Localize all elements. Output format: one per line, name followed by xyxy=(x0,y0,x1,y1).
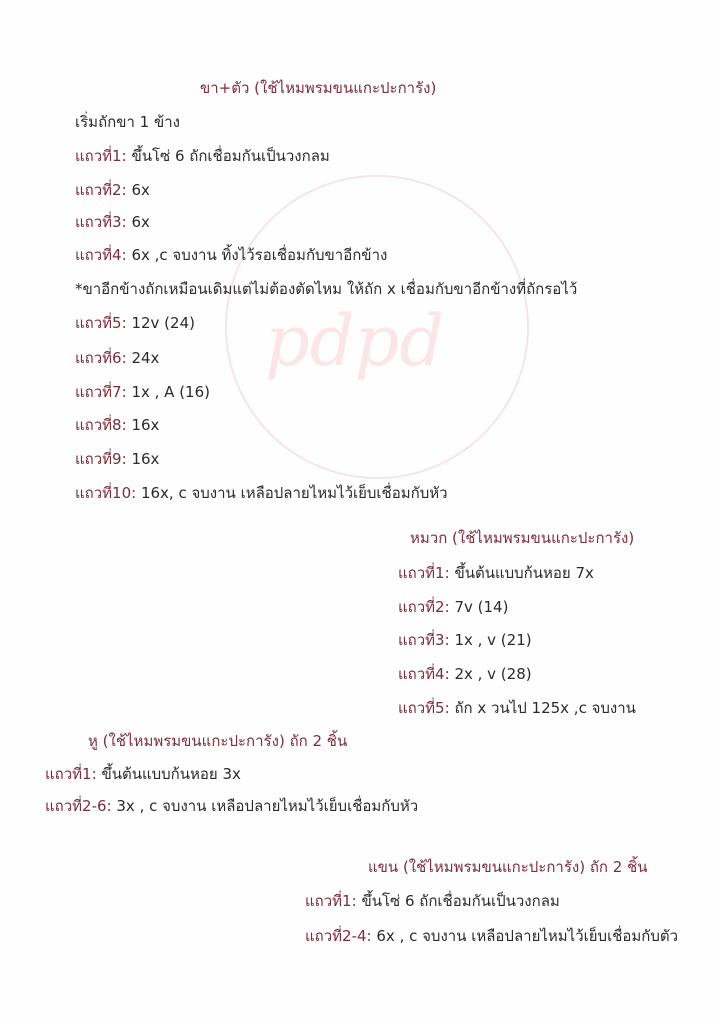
row-instruction: 2x , v (28) xyxy=(449,665,532,683)
row-label: แถวที่4: xyxy=(75,246,127,264)
row-instruction: 6x ,c จบงาน ทิ้งไว้รอเชื่อมกับขาอีกข้าง xyxy=(126,246,388,264)
pattern-row xyxy=(45,764,241,784)
row-label: แถวที่2-6: xyxy=(45,797,112,815)
row-label: แถวที่2-4: xyxy=(305,927,372,945)
pattern-row xyxy=(75,146,330,166)
row-label: แถวที่8: xyxy=(75,416,127,434)
section-title: แขน (ใช้ไหมพรมขนแกะปะการัง) ถัก 2 ชิ้น xyxy=(368,858,648,876)
row-instruction: 24x xyxy=(126,349,160,367)
pattern-row xyxy=(305,926,678,946)
row-instruction: เริ่มถักขา 1 ข้าง xyxy=(75,113,180,131)
row-instruction: ขึ้นต้นแบบก้นหอย 7x xyxy=(449,564,594,582)
section-title: หู (ใช้ไหมพรมขนแกะปะการัง) ถัก 2 ชิ้น xyxy=(88,732,348,750)
pattern-row xyxy=(45,796,418,816)
row-instruction: *ขาอีกข้างถักเหมือนเดิมแต่ไม่ต้องตัดไหม ให้ถัก x เชื่อมกับขาอีกข้างที่ถักรอไว้ xyxy=(75,280,578,298)
row-instruction: 1x , A (16) xyxy=(126,383,210,401)
row-instruction: 16x xyxy=(126,416,160,434)
row-label: แถวที่5: xyxy=(398,699,450,717)
pattern-row xyxy=(305,891,560,911)
row-instruction: 6x xyxy=(126,213,150,231)
watermark-logo: pdpd xyxy=(265,300,445,382)
pattern-row xyxy=(398,664,532,684)
pattern-row xyxy=(75,180,150,200)
row-instruction: 12v (24) xyxy=(126,314,195,332)
pattern-row xyxy=(398,698,636,718)
pattern-row xyxy=(75,212,150,232)
pattern-row xyxy=(398,563,594,583)
row-label: แถวที่1: xyxy=(305,892,357,910)
row-label: แถวที่6: xyxy=(75,349,127,367)
pattern-row xyxy=(75,415,159,435)
pattern-row xyxy=(75,112,180,132)
row-instruction: ขึ้นต้นแบบก้นหอย 3x xyxy=(96,765,241,783)
row-instruction: ขึ้นโซ่ 6 ถักเชื่อมกันเป็นวงกลม xyxy=(126,147,330,165)
pattern-row xyxy=(75,483,448,503)
pattern-row xyxy=(75,382,210,402)
row-instruction: 6x xyxy=(126,181,150,199)
section-title: ขา+ตัว (ใช้ไหมพรมขนแกะปะการัง) xyxy=(200,79,437,97)
row-label: แถวที่3: xyxy=(398,631,450,649)
row-label: แถวที่4: xyxy=(398,665,450,683)
pattern-row xyxy=(75,245,387,265)
row-label: แถวที่1: xyxy=(45,765,97,783)
row-label: แถวที่1: xyxy=(398,564,450,582)
row-instruction: 7v (14) xyxy=(449,598,509,616)
row-instruction: ขึ้นโซ่ 6 ถักเชื่อมกันเป็นวงกลม xyxy=(356,892,560,910)
row-instruction: 1x , v (21) xyxy=(449,631,532,649)
row-instruction: ถัก x วนไป 125x ,c จบงาน xyxy=(449,699,636,717)
pattern-row xyxy=(75,313,195,333)
section-title: หมวก (ใช้ไหมพรมขนแกะปะการัง) xyxy=(410,529,635,547)
row-label: แถวที่9: xyxy=(75,450,127,468)
pattern-row xyxy=(398,630,532,650)
pattern-row xyxy=(75,348,159,368)
row-label: แถวที่7: xyxy=(75,383,127,401)
pattern-row xyxy=(75,449,159,469)
row-instruction: 6x , c จบงาน เหลือปลายไหมไว้เย็บเชื่อมกับตัว xyxy=(371,927,679,945)
row-instruction: 16x, c จบงาน เหลือปลายไหมไว้เย็บเชื่อมกับหัว xyxy=(136,484,448,502)
row-label: แถวที่10: xyxy=(75,484,137,502)
pattern-row xyxy=(75,279,577,299)
row-instruction: 16x xyxy=(126,450,160,468)
pattern-row xyxy=(398,597,508,617)
row-label: แถวที่1: xyxy=(75,147,127,165)
row-label: แถวที่2: xyxy=(75,181,127,199)
row-label: แถวที่3: xyxy=(75,213,127,231)
row-instruction: 3x , c จบงาน เหลือปลายไหมไว้เย็บเชื่อมกับหัว xyxy=(111,797,419,815)
row-label: แถวที่5: xyxy=(75,314,127,332)
row-label: แถวที่2: xyxy=(398,598,450,616)
